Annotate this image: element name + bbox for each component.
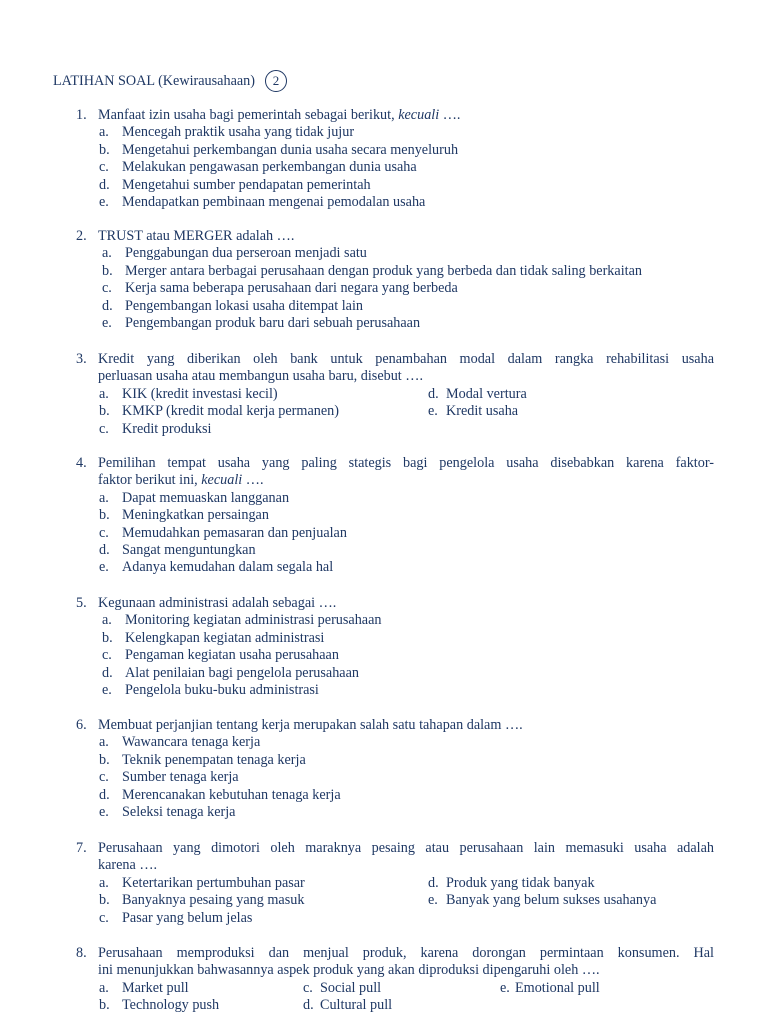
option-a: a. Monitoring kegiatan administrasi perusahaan (102, 612, 382, 629)
question-5 (0, 595, 768, 699)
option-d: d. Sangat menguntungkan (99, 541, 256, 558)
question-4 (0, 455, 768, 577)
question-text-line-1: Perusahaan yang dimotori oleh maraknya pesaing atau perusahaan lain memasuki usaha adalah (98, 840, 714, 856)
question-7 (0, 840, 768, 927)
option-row-1: a. Market pull c. Social pull e. Emotional pull (99, 979, 600, 996)
question-number: 3. (76, 351, 87, 367)
option-a: a. Penggabungan dua perseroan menjadi satu (102, 245, 367, 262)
question-number: 7. (76, 840, 87, 856)
question-text-line-2: faktor berikut ini, kecuali …. (98, 472, 264, 489)
question-number: 2. (76, 228, 87, 244)
option-e: e. Adanya kemudahan dalam segala hal (99, 559, 334, 576)
option-e: e. Seleksi tenaga kerja (99, 803, 236, 820)
question-italic: kecuali (398, 107, 440, 123)
question-text-line-2: perluasan usaha atau membangun usaha baru, disebut …. (98, 368, 424, 385)
option-b: b. Teknik penempatan tenaga kerja (99, 751, 306, 768)
option-row-1: a. Ketertarikan pertumbuhan pasar d. Produk yang tidak banyak (99, 874, 595, 891)
option-row-2: b. KMKP (kredit modal kerja permanen) e. Kredit usaha (99, 403, 519, 420)
option-d: d. Merencanakan kebutuhan tenaga kerja (99, 786, 341, 803)
option-b: b. Kelengkapan kegiatan administrasi (102, 629, 325, 646)
option-row-3: c. Pasar yang belum jelas (99, 909, 253, 926)
question-number: 8. (76, 945, 87, 961)
question-number: 1. (76, 107, 87, 123)
option-c: c. Kerja sama beberapa perusahaan dari negara yang berbeda (102, 280, 458, 297)
question-1 (0, 107, 768, 211)
question-8 (0, 945, 768, 1015)
option-e: e. Pengembangan produk baru dari sebuah perusahaan (102, 314, 421, 331)
option-c: c. Melakukan pengawasan perkembangan dunia usaha (99, 159, 417, 176)
question-text: Manfaat izin usaha bagi pemerintah sebagai berikut, kecuali …. (98, 107, 461, 123)
option-b: b. Meningkatkan persaingan (99, 507, 269, 524)
option-e: e. Pengelola buku-buku administrasi (102, 681, 319, 698)
question-text-line-1: Perusahaan memproduksi dan menjual produk, karena dorongan permintaan konsumen. Hal (98, 945, 714, 961)
question-text: Kegunaan administrasi adalah sebagai …. (98, 595, 337, 611)
option-c: c. Pengaman kegiatan usaha perusahaan (102, 647, 339, 664)
option-a: a. Mencegah praktik usaha yang tidak jujur (99, 124, 355, 141)
option-d: d. Alat penilaian bagi pengelola perusahaan (102, 664, 359, 681)
option-row-2: b. Banyaknya pesaing yang masuk e. Banyak yang belum sukses usahanya (99, 892, 657, 909)
option-a: a. Wawancara tenaga kerja (99, 734, 261, 751)
question-2 (0, 228, 768, 332)
page-title (53, 70, 287, 92)
option-d: d. Mengetahui sumber pendapatan pemerintah (99, 176, 371, 193)
question-6 (0, 717, 768, 821)
question-number: 4. (76, 455, 87, 471)
option-b: b. Mengetahui perkembangan dunia usaha secara menyeluruh (99, 141, 459, 158)
option-a: a. Dapat memuaskan langganan (99, 489, 290, 506)
question-3 (0, 351, 768, 438)
title-text: LATIHAN SOAL (Kewirausahaan) (53, 72, 255, 89)
question-text-line-2: ini menunjukkan bahwasannya aspek produk yang akan diproduksi dipengaruhi oleh …. (98, 962, 600, 979)
option-row-1: a. KIK (kredit investasi kecil) d. Modal vertura (99, 385, 527, 402)
option-e: e. Mendapatkan pembinaan mengenai pemodalan usaha (99, 193, 426, 210)
option-c: c. Memudahkan pemasaran dan penjualan (99, 524, 347, 541)
question-text: Membuat perjanjian tentang kerja merupakan salah satu tahapan dalam …. (98, 717, 523, 733)
circled-number-badge: 2 (265, 70, 287, 92)
question-text-line-2: karena …. (98, 857, 158, 874)
option-b: b. Merger antara berbagai perusahaan dengan produk yang berbeda dan tidak saling berkaitan (102, 262, 642, 279)
option-row-3: c. Kredit produksi (99, 420, 212, 437)
question-text: TRUST atau MERGER adalah …. (98, 228, 295, 244)
question-italic: kecuali (201, 472, 243, 489)
option-d: d. Pengembangan lokasi usaha ditempat lain (102, 297, 363, 314)
option-c: c. Sumber tenaga kerja (99, 769, 239, 786)
option-row-2: b. Technology push d. Cultural pull (99, 997, 393, 1014)
question-text-line-1: Pemilihan tempat usaha yang paling stategis bagi pengelola usaha disebabkan karena faktor- (98, 455, 714, 471)
question-number: 6. (76, 717, 87, 733)
question-text-line-1: Kredit yang diberikan oleh bank untuk penambahan modal dalam rangka rehabilitasi usaha (98, 351, 714, 367)
question-number: 5. (76, 595, 87, 611)
